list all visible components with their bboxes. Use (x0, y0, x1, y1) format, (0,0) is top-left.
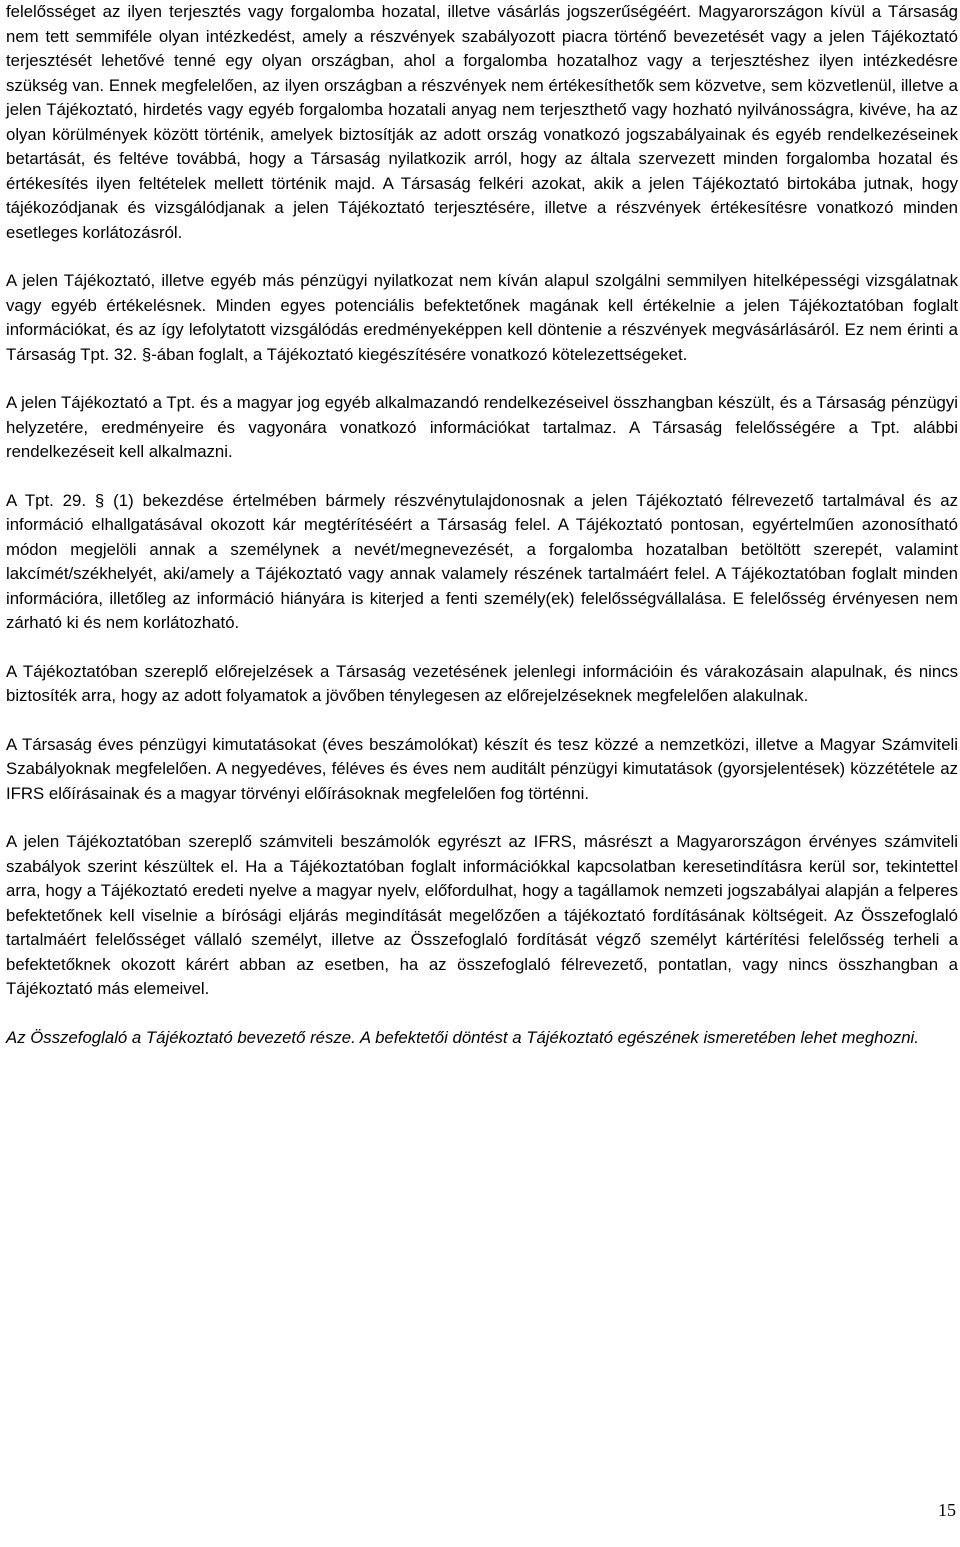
paragraph-distribution-restrictions: felelősséget az ilyen terjesztés vagy forgalomba hozatal, illetve vásárlás jogszerűségéért. Magyarországon kívül a Társaság nem tett semmiféle olyan intézkedést, amely a részvények szabályozott piacra történő bevezetését vagy a jelen Tájékoztató terjesztését lehetővé tenné egy olyan országban, ahol a forgalomba hozatalhoz vagy a terjesztéshez ilyen intézkedésre szükség van. Ennek megfelelően, az ilyen országban a részvények nem értékesíthetők sem közvetve, sem közvetlenül, illetve a jelen Tájékoztató, hirdetés vagy egyéb forgalomba hozatali anyag nem terjeszthető vagy hozható nyilvánosságra, kivéve, ha az olyan körülmények között történik, amelyek biztosítják az adott ország vonatkozó jogszabályainak és egyéb rendelkezéseinek betartását, és feltéve továbbá, hogy a Társaság nyilatkozik arról, hogy az általa szervezett minden forgalomba hozatal és értékesítés ilyen feltételek mellett történik majd. A Társaság felkéri azokat, akik a jelen Tájékoztató birtokába jutnak, hogy tájékozódjanak és vizsgálódjanak a jelen Tájékoztató terjesztésére, illetve a részvények értékesítésre vonatkozó minden esetleges korlátozásról. (6, 2, 958, 242)
paragraph-liability: A Tpt. 29. § (1) bekezdése értelmében bármely részvénytulajdonosnak a jelen Tájékoztató félrevezető tartalmával és az információ elhallgatásával okozott kár megtérítéséért a Társaság felel. A Tájékoztató pontosan, egyértelműen azonosítható módon megjelöli annak a személynek a nevét/megnevezését, a forgalomba hozatalban betöltött szerepét, valamint lakcímét/székhelyét, aki/amely a Tájékoztató vagy annak valamely részének tartalmáért felel. A Tájékoztatóban foglalt minden információra, illetőleg az információ hiányára is kiterjed a fenti személy(ek) felelősségvállalása. E felelősség érvényesen nem zárható ki és nem korlátozható. (6, 490, 958, 632)
paragraph-forecasts: A Tájékoztatóban szereplő előrejelzések a Társaság vezetésének jelenlegi információin és várakozásain alapulnak, és nincs biztosíték arra, hogy az adott folyamatok a jövőben ténylegesen az előrejelzéseknek megfelelően alakulnak. (6, 661, 958, 705)
paragraph-credit-assessment: A jelen Tájékoztató, illetve egyéb más pénzügyi nyilatkozat nem kíván alapul szolgálni semmilyen hitelképességi vizsgálatnak vagy egyéb értékelésnek. Minden egyes potenciális befektetőnek magának kell értékelnie a jelen Tájékoztatóban foglalt információkat, és az így lefolytatott vizsgálódás eredményeképpen kell döntenie a részvények megvásárlásáról. Ez nem érinti a Társaság Tpt. 32. §-ában foglalt, a Tájékoztató kiegészítésére vonatkozó kötelezettségeket. (6, 271, 958, 364)
paragraph-financial-statements: A Társaság éves pénzügyi kimutatásokat (éves beszámolókat) készít és tesz közzé a nemzetközi, illetve a Magyar Számviteli Szabályoknak megfelelően. A negyedéves, féléves és éves nem auditált pénzügyi kimutatások (gyorsjelentések) közzététele az IFRS előírásainak és a magyar törvényi előírásoknak megfelelően fog történni. (6, 734, 958, 803)
paragraph-legal-basis: A jelen Tájékoztató a Tpt. és a magyar jog egyéb alkalmazandó rendelkezéseivel összhangban készült, és a Társaság pénzügyi helyzetére, eredményeire és vagyonára vonatkozó információkat tartalmaz. A Társaság felelősségére a Tpt. alábbi rendelkezéseit kell alkalmazni. (6, 393, 958, 461)
paragraph-accounting-and-translation: A jelen Tájékoztatóban szereplő számviteli beszámolók egyrészt az IFRS, másrészt a Magyarországon érvényes számviteli szabályok szerint készültek el. Ha a Tájékoztatóban foglalt információkkal kapcsolatban keresetindításra kerül sor, tekintettel arra, hogy a Tájékoztató eredeti nyelve a magyar nyelv, előfordulhat, hogy a tagállamok nemzeti jogszabályai alapján a felperes befektetőnek kell viselnie a bírósági eljárás megindítását megelőzően a tájékoztató fordításának költségeit. Az Összefoglaló tartalmáért felelősséget vállaló személyt, illetve az Összefoglaló fordítását végző személyt kártérítési felelősség terheli a befektetőknek okozott kárért abban az esetben, ha az összefoglaló félrevezető, pontatlan, vagy nincs összhangban a Tájékoztató más elemeivel. (6, 832, 958, 998)
page-number: 15 (938, 1500, 956, 1520)
paragraph-summary-note: Az Összefoglaló a Tájékoztató bevezető része. A befektetői döntést a Tájékoztató egészének ismeretében lehet meghozni. (6, 1027, 919, 1047)
document-page (6, 0, 958, 1050)
